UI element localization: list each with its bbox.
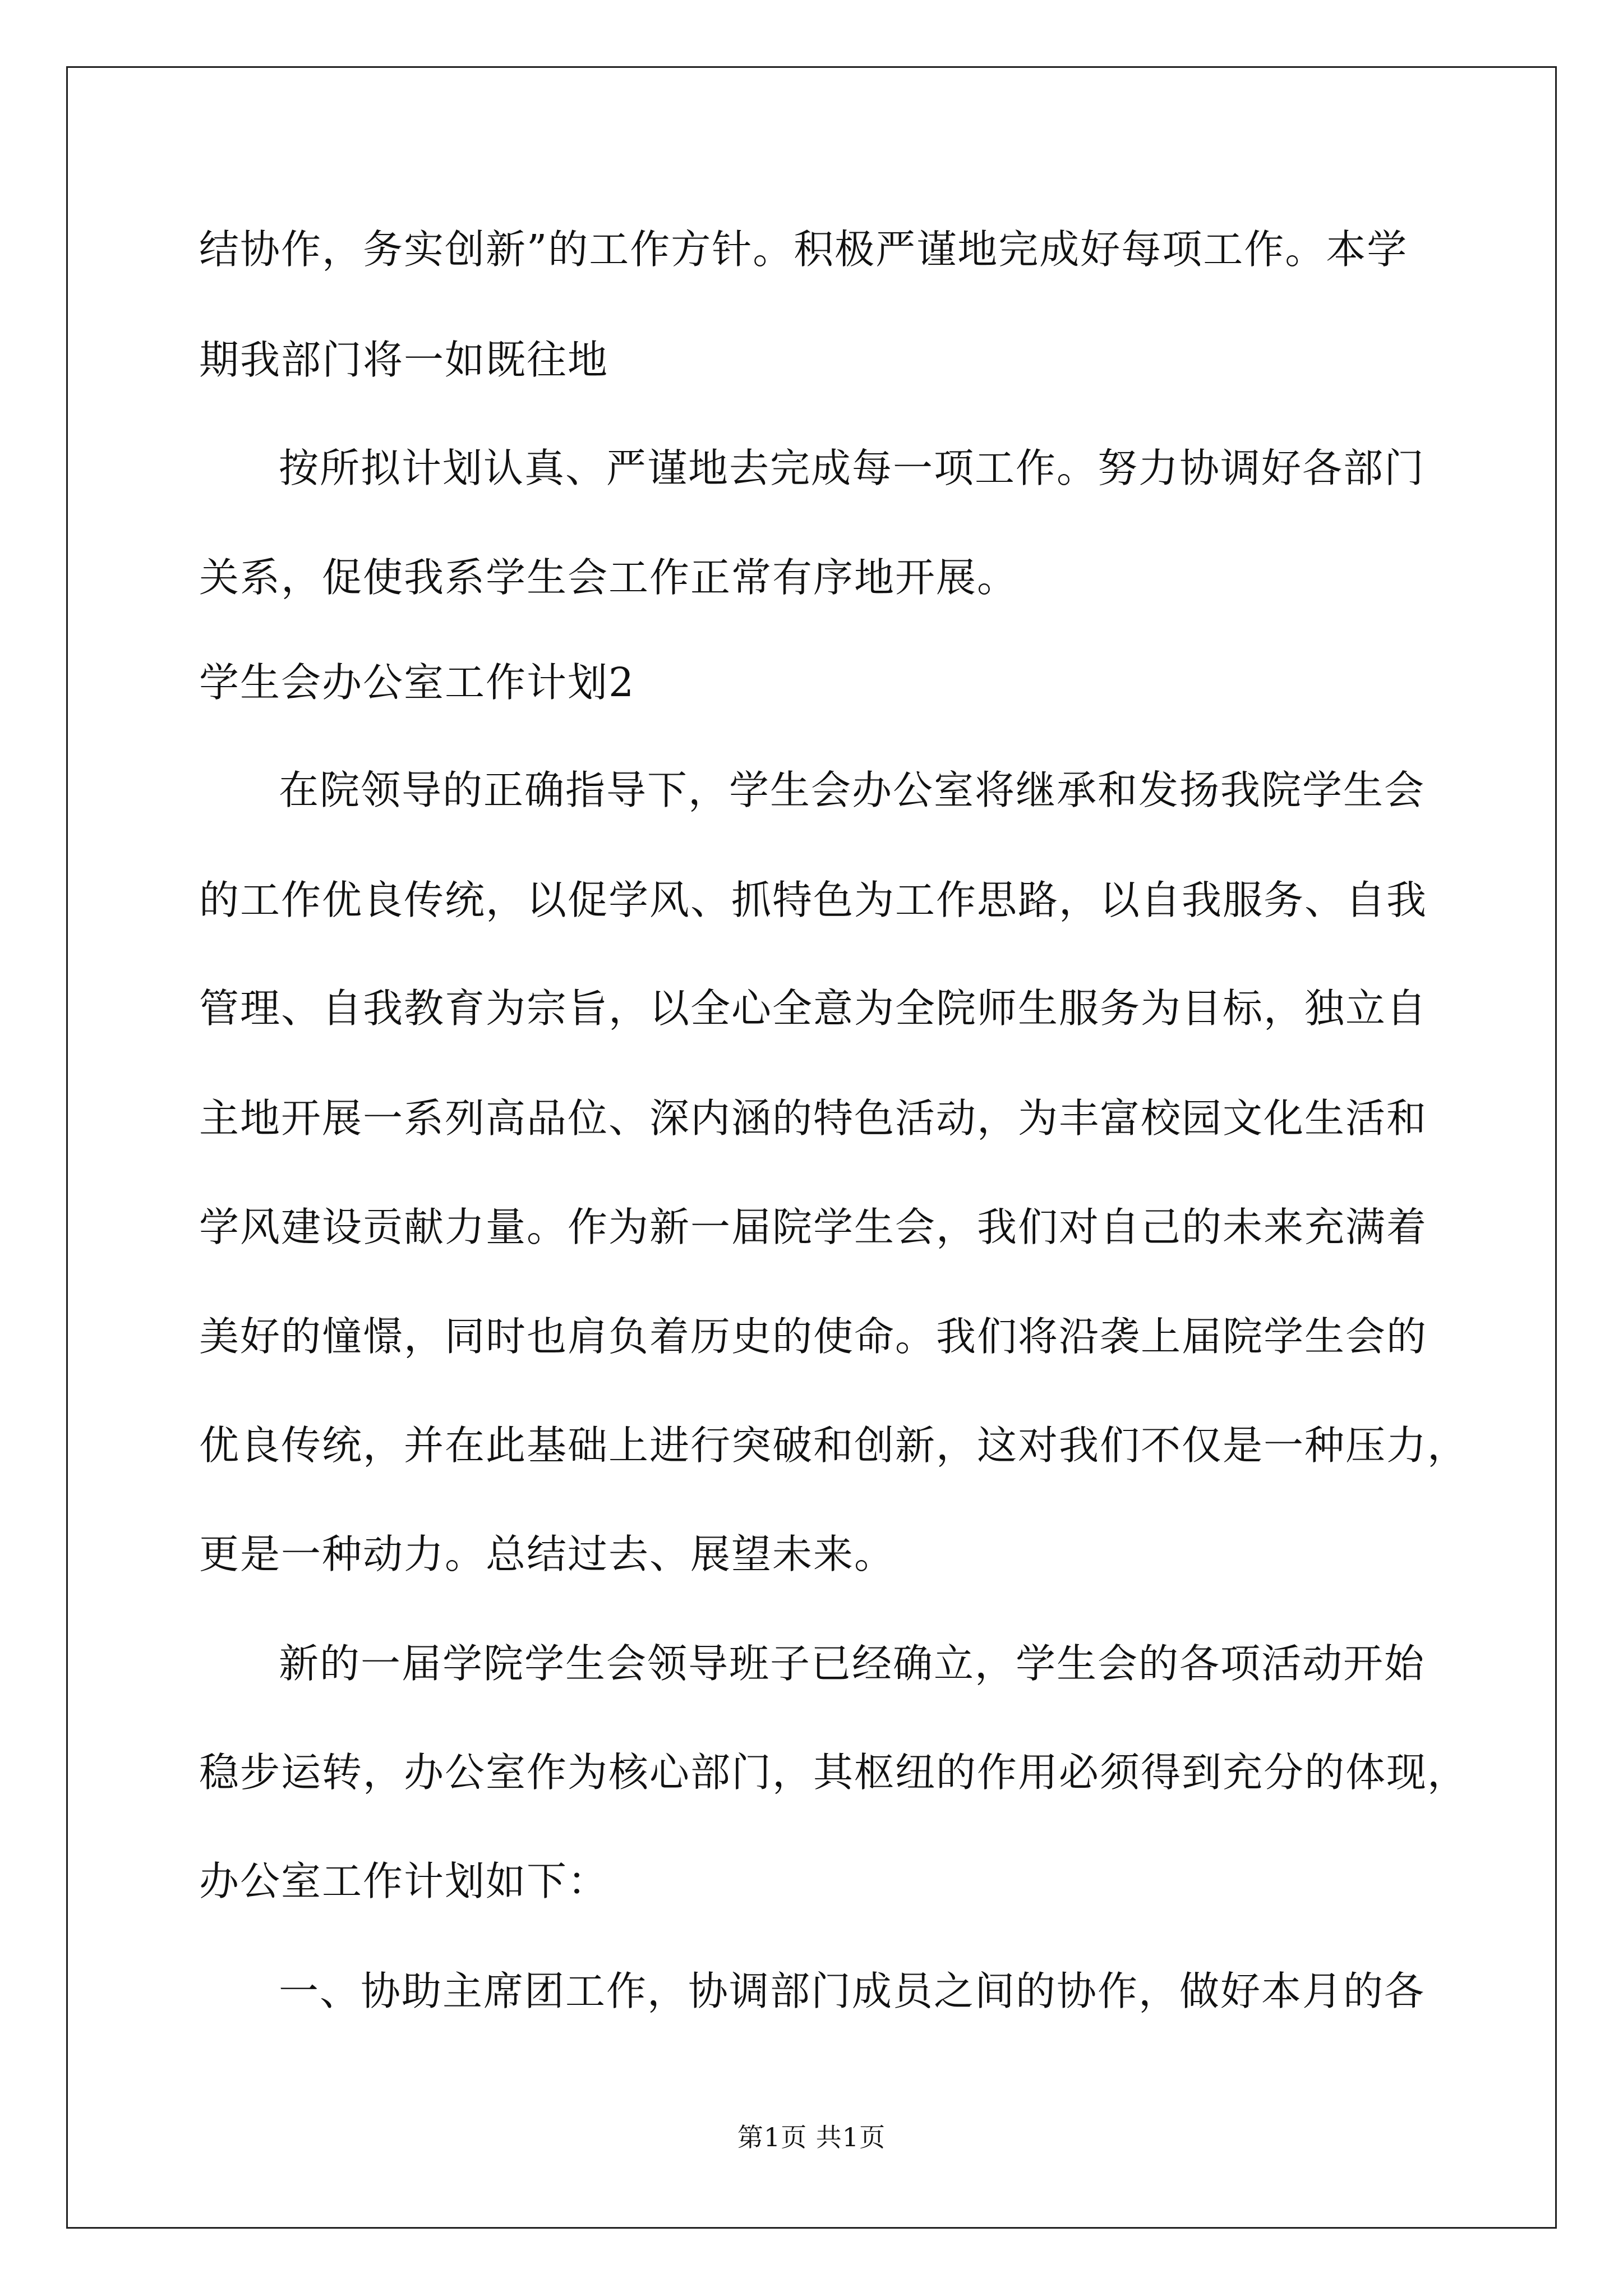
text-line-7: 的工作优良传统，以促学风、抓特色为工作思路，以自我服务、自我 (199, 877, 1428, 923)
text-line-10: 学风建设贡献力量。作为新一届院学生会，我们对自己的未来充满着 (199, 1204, 1428, 1250)
text-line-1: 结协作，务实创新”的工作方针。积极严谨地完成好每项工作。本学 (199, 226, 1408, 273)
text-line-8: 管理、自我教育为宗旨，以全心全意为全院师生服务为目标，独立自 (199, 985, 1428, 1032)
paragraph-indent-line-14: 新的一届学院学生会领导班子已经确立，学生会的各项活动开始 (279, 1640, 1426, 1687)
text-line-15: 稳步运转，办公室作为核心部门，其枢纽的作用必须得到充分的体现， (199, 1749, 1469, 1796)
page-footer: 第1页 共1页 (737, 2122, 886, 2152)
text-line-4: 关系，促使我系学生会工作正常有序地开展。 (199, 554, 1018, 601)
text-line-16: 办公室工作计划如下： (199, 1858, 609, 1904)
text-line-11: 美好的憧憬，同时也肩负着历史的使命。我们将沿袭上届院学生会的 (199, 1313, 1428, 1360)
paragraph-indent-line-17: 一、协助主席团工作，协调部门成员之间的协作，做好本月的各 (279, 1968, 1426, 2014)
section-heading: 学生会办公室工作计划2 (199, 659, 635, 706)
text-line-9: 主地开展一系列高品位、深内涵的特色活动，为丰富校园文化生活和 (199, 1095, 1428, 1142)
paragraph-indent-line-3: 按所拟计划认真、严谨地去完成每一项工作。努力协调好各部门 (279, 445, 1426, 491)
text-line-12: 优良传统，并在此基础上进行突破和创新，这对我们不仅是一种压力， (199, 1422, 1469, 1469)
text-line-13: 更是一种动力。总结过去、展望未来。 (199, 1531, 896, 1577)
paragraph-indent-line-6: 在院领导的正确指导下，学生会办公室将继承和发扬我院学生会 (279, 767, 1426, 813)
text-line-2: 期我部门将一如既往地 (199, 337, 609, 383)
